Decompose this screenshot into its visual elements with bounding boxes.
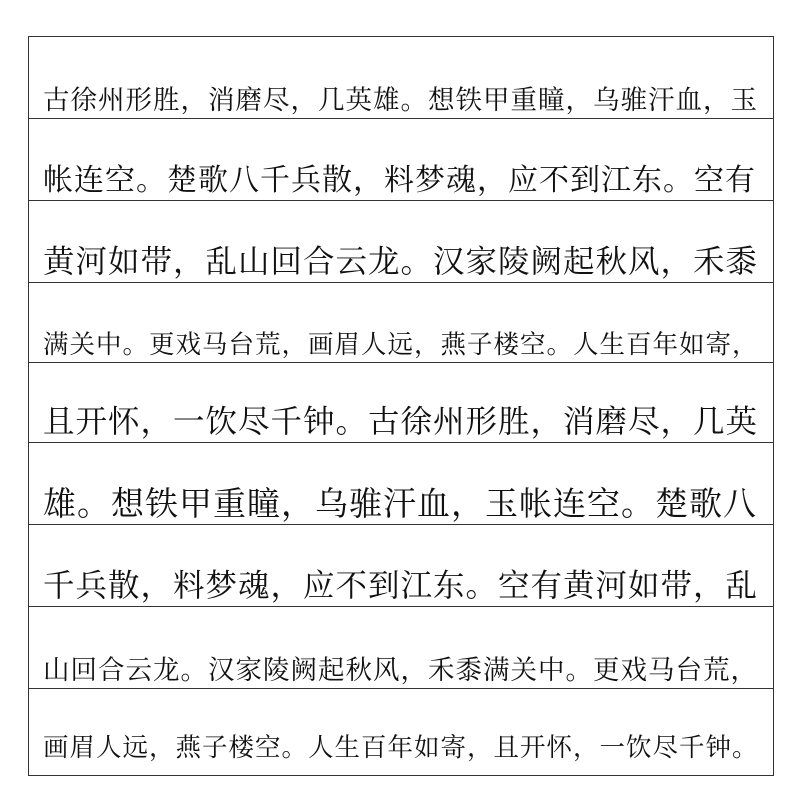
handwritten-line-2: 帐连空。楚歌八千兵散，料梦魂，应不到江东。空有 <box>43 163 756 198</box>
handwritten-line-6: 雄。想铁甲重瞳，乌骓汗血，玉帐连空。楚歌八 <box>43 484 757 523</box>
handwritten-line-1: 古徐州形胜，消磨尽，几英雄。想铁甲重瞳，乌骓汗血，玉 <box>43 84 758 116</box>
ruled-line-5 <box>29 363 773 443</box>
ruled-line-8 <box>29 607 773 689</box>
ruled-line-2 <box>29 119 773 201</box>
handwritten-line-5: 且开怀，一饮尽千钟。古徐州形胜，消磨尽，几英 <box>43 403 759 440</box>
ruled-line-4 <box>29 283 773 363</box>
ruled-line-1 <box>29 37 773 119</box>
ruled-line-7 <box>29 525 773 607</box>
ruled-line-6 <box>29 443 773 525</box>
ruled-line-3 <box>29 201 773 283</box>
handwritten-line-3: 黄河如带，乱山回合云龙。汉家陵阙起秋风，禾黍 <box>43 243 759 280</box>
handwriting-sheet <box>28 36 774 776</box>
handwritten-line-9: 画眉人远，燕子楼空。人生百年如寄，且开怀，一饮尽千钟。 <box>43 732 759 763</box>
handwritten-line-7: 千兵散，料梦魂，应不到江东。空有黄河如带，乱 <box>43 567 759 604</box>
handwritten-line-4: 满关中。更戏马台荒，画眉人远，燕子楼空。人生百年如寄， <box>43 329 759 360</box>
handwritten-line-8: 山回合云龙。汉家陵阙起秋风，禾黍满关中。更戏马台荒， <box>43 654 758 686</box>
ruled-line-9 <box>29 689 773 771</box>
